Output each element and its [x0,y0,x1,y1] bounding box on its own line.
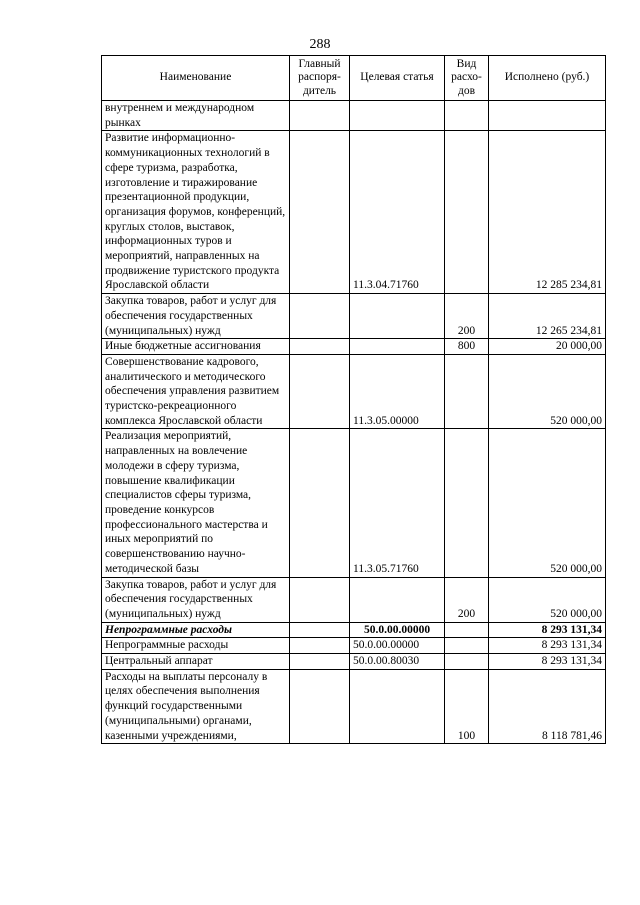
table-row [102,101,606,131]
row-article-cell [350,101,445,131]
row-name-cell: Закупка товаров, работ и услуг для обеспечения государственных (муниципальных) нужд [102,577,290,622]
row-name-cell: Совершенствование кадрового, аналитического и методического обеспечения управления развитием туристско-рекреационного комплекса Ярославской области [102,354,290,429]
row-admin-cell [290,131,350,294]
row-admin-cell [290,101,350,131]
table-row [102,131,606,294]
row-admin-cell [290,339,350,355]
header-article: Целевая статья [350,56,445,101]
row-amount-cell: 520 000,00 [489,577,606,622]
table-row [102,339,606,355]
row-article-cell [350,294,445,339]
row-type-cell [445,654,489,670]
table-row [102,638,606,654]
row-amount-cell: 8 118 781,46 [489,669,606,744]
row-type-cell [445,622,489,638]
header-amount: Исполнено (руб.) [489,56,606,101]
row-admin-cell [290,654,350,670]
table-row [102,354,606,429]
header-name: Наименование [102,56,290,101]
row-amount-cell: 8 293 131,34 [489,638,606,654]
row-type-cell: 200 [445,577,489,622]
row-admin-cell [290,669,350,744]
header-type: Вид расхо-дов [445,56,489,101]
table-row [102,294,606,339]
row-article-cell: 11.3.05.00000 [350,354,445,429]
table-row [102,654,606,670]
row-admin-cell [290,622,350,638]
row-name-cell: Развитие информационно-коммуникационных технологий в сфере туризма, разработка, изготовление и тиражирование презентационной продукции, организация форумов, конференций, круглых столов, выставок, информационных туров и мероприятий, направленных на продвижение туристского продукта Ярославской области [102,131,290,294]
row-amount-cell: 520 000,00 [489,429,606,577]
row-type-cell: 800 [445,339,489,355]
row-article-cell: 11.3.04.71760 [350,131,445,294]
row-name-cell: Иные бюджетные ассигнования [102,339,290,355]
page-number: 288 [309,37,331,52]
row-article-cell [350,577,445,622]
row-type-cell [445,354,489,429]
row-admin-cell [290,638,350,654]
table-row [102,429,606,577]
row-name-cell: Расходы на выплаты персоналу в целях обеспечения выполнения функций государственными (муниципальными) органами, казенными учреждениями, [102,669,290,744]
row-amount-cell: 20 000,00 [489,339,606,355]
table-row [102,622,606,638]
row-article-cell: 50.0.00.80030 [350,654,445,670]
row-type-cell [445,101,489,131]
row-type-cell: 100 [445,669,489,744]
row-amount-cell: 12 265 234,81 [489,294,606,339]
table-row [102,577,606,622]
row-article-cell: 50.0.00.00000 [350,638,445,654]
row-admin-cell [290,354,350,429]
row-amount-cell: 520 000,00 [489,354,606,429]
row-name-cell: Реализация мероприятий, направленных на вовлечение молодежи в сферу туризма, повышение квалификации специалистов сферы туризма, проведение конкурсов профессионального мастерства и иных мероприятий по совершенствованию научно-методической базы [102,429,290,577]
table-row [102,669,606,744]
budget-execution-table [101,55,606,744]
row-article-cell [350,669,445,744]
row-article-cell: 50.0.00.00000 [350,622,445,638]
row-admin-cell [290,577,350,622]
row-article-cell: 11.3.05.71760 [350,429,445,577]
header-admin: Главный распоря-дитель [290,56,350,101]
table-body [102,101,606,744]
row-name-cell: Непрограммные расходы [102,622,290,638]
row-type-cell [445,429,489,577]
row-admin-cell [290,294,350,339]
row-type-cell: 200 [445,294,489,339]
row-admin-cell [290,429,350,577]
row-amount-cell [489,101,606,131]
table-header-row [102,56,606,101]
row-name-cell: Закупка товаров, работ и услуг для обеспечения государственных (муниципальных) нужд [102,294,290,339]
row-article-cell [350,339,445,355]
row-name-cell: Непрограммные расходы [102,638,290,654]
row-amount-cell: 8 293 131,34 [489,622,606,638]
row-amount-cell: 12 285 234,81 [489,131,606,294]
row-name-cell: Центральный аппарат [102,654,290,670]
row-type-cell [445,131,489,294]
row-amount-cell: 8 293 131,34 [489,654,606,670]
row-name-cell: внутреннем и международном рынках [102,101,290,131]
row-type-cell [445,638,489,654]
